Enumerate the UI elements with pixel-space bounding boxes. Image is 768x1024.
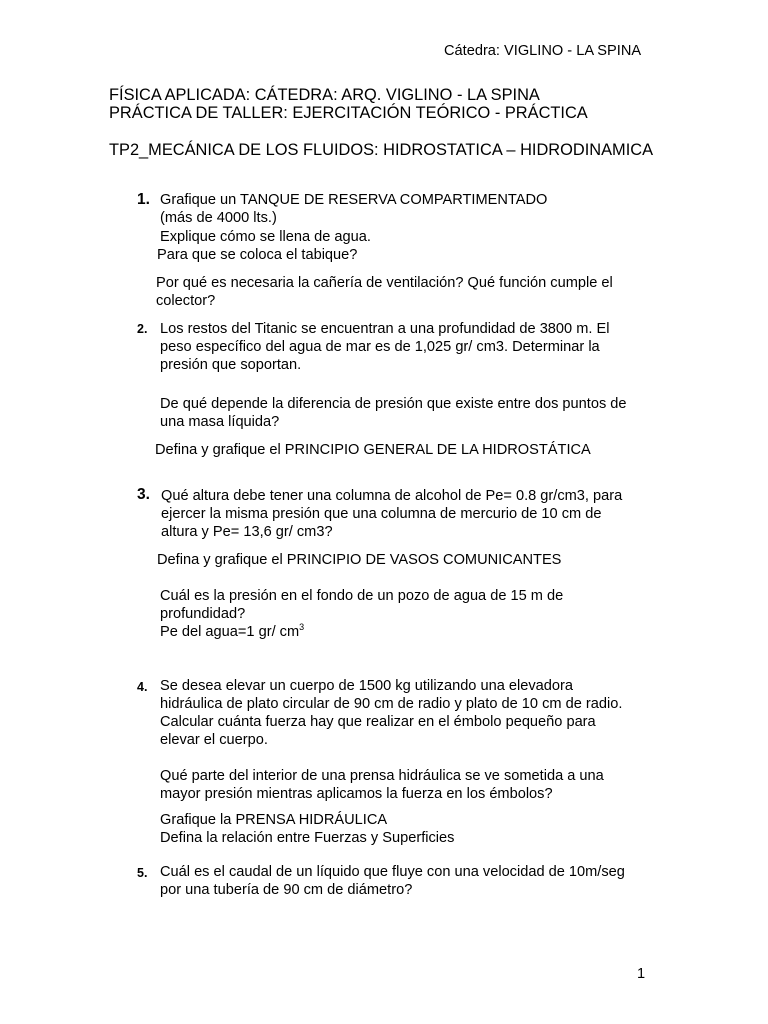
question-2-number: 2. [137,322,148,336]
question-3-line [160,623,304,642]
question-4-line: Defina la relación entre Fuerzas y Superficies [160,830,455,846]
question-3-line: profundidad? [160,606,246,622]
question-2-line: Los restos del Titanic se encuentran a una profundidad de 3800 m. El [160,321,610,337]
question-5-line: por una tubería de 90 cm de diámetro? [160,882,413,898]
question-2-line: una masa líquida? [160,414,280,430]
question-3-unit-text: Pe del agua=1 gr/ cm [160,624,300,640]
question-1-line: colector? [156,293,216,309]
question-5-line: Cuál es el caudal de un líquido que fluye con una velocidad de 10m/seg [160,864,625,880]
question-4-line: elevar el cuerpo. [160,732,268,748]
question-2-line: presión que soportan. [160,357,302,373]
header-catedra: Cátedra: VIGLINO - LA SPINA [444,43,642,59]
question-1-line: Grafique un TANQUE DE RESERVA COMPARTIMENTADO [160,192,548,208]
question-4-line: Se desea elevar un cuerpo de 1500 kg utilizando una elevadora [160,678,573,694]
question-1-line: Explique cómo se llena de agua. [160,229,371,245]
question-4-line: Qué parte del interior de una prensa hidráulica se ve sometida a una [160,768,604,784]
question-1-line: Para que se coloca el tabique? [157,247,358,263]
question-5-number: 5. [137,866,148,880]
title-practice: PRÁCTICA DE TALLER: EJERCITACIÓN TEÓRICO - PRÁCTICA [109,104,588,122]
question-3-line: Qué altura debe tener una columna de alcohol de Pe= 0.8 gr/cm3, para [161,488,623,504]
question-1-number: 1. [137,191,150,208]
question-3-line: altura y Pe= 13,6 gr/ cm3? [161,524,333,540]
question-1-line: Por qué es necesaria la cañería de ventilación? Qué función cumple el [156,275,613,291]
question-2-line: De qué depende la diferencia de presión que existe entre dos puntos de [160,396,627,412]
question-2-line: Defina y grafique el PRINCIPIO GENERAL DE LA HIDROSTÁTICA [155,442,591,458]
question-4-line: hidráulica de plato circular de 90 cm de radio y plato de 10 cm de radio. [160,696,623,712]
question-3-number: 3. [137,486,150,503]
question-4-number: 4. [137,680,148,694]
question-4-line: Calcular cuánta fuerza hay que realizar en el émbolo pequeño para [160,714,596,730]
question-3-exponent: 3 [299,622,305,633]
question-4-line: mayor presión mientras aplicamos la fuerza en los émbolos? [160,786,553,802]
title-tp: TP2_MECÁNICA DE LOS FLUIDOS: HIDROSTATICA – HIDRODINAMICA [109,141,654,159]
page-number: 1 [637,966,646,982]
question-2-line: peso específico del agua de mar es de 1,025 gr/ cm3. Determinar la [160,339,600,355]
question-1-line: (más de 4000 lts.) [160,210,277,226]
question-3-line: ejercer la misma presión que una columna de mercurio de 10 cm de [161,506,602,522]
question-3-line: Defina y grafique el PRINCIPIO DE VASOS COMUNICANTES [157,552,562,568]
question-3-line: Cuál es la presión en el fondo de un pozo de agua de 15 m de [160,588,564,604]
question-4-line: Grafique la PRENSA HIDRÁULICA [160,812,388,828]
title-course: FÍSICA APLICADA: CÁTEDRA: ARQ. VIGLINO - LA SPINA [109,86,540,104]
